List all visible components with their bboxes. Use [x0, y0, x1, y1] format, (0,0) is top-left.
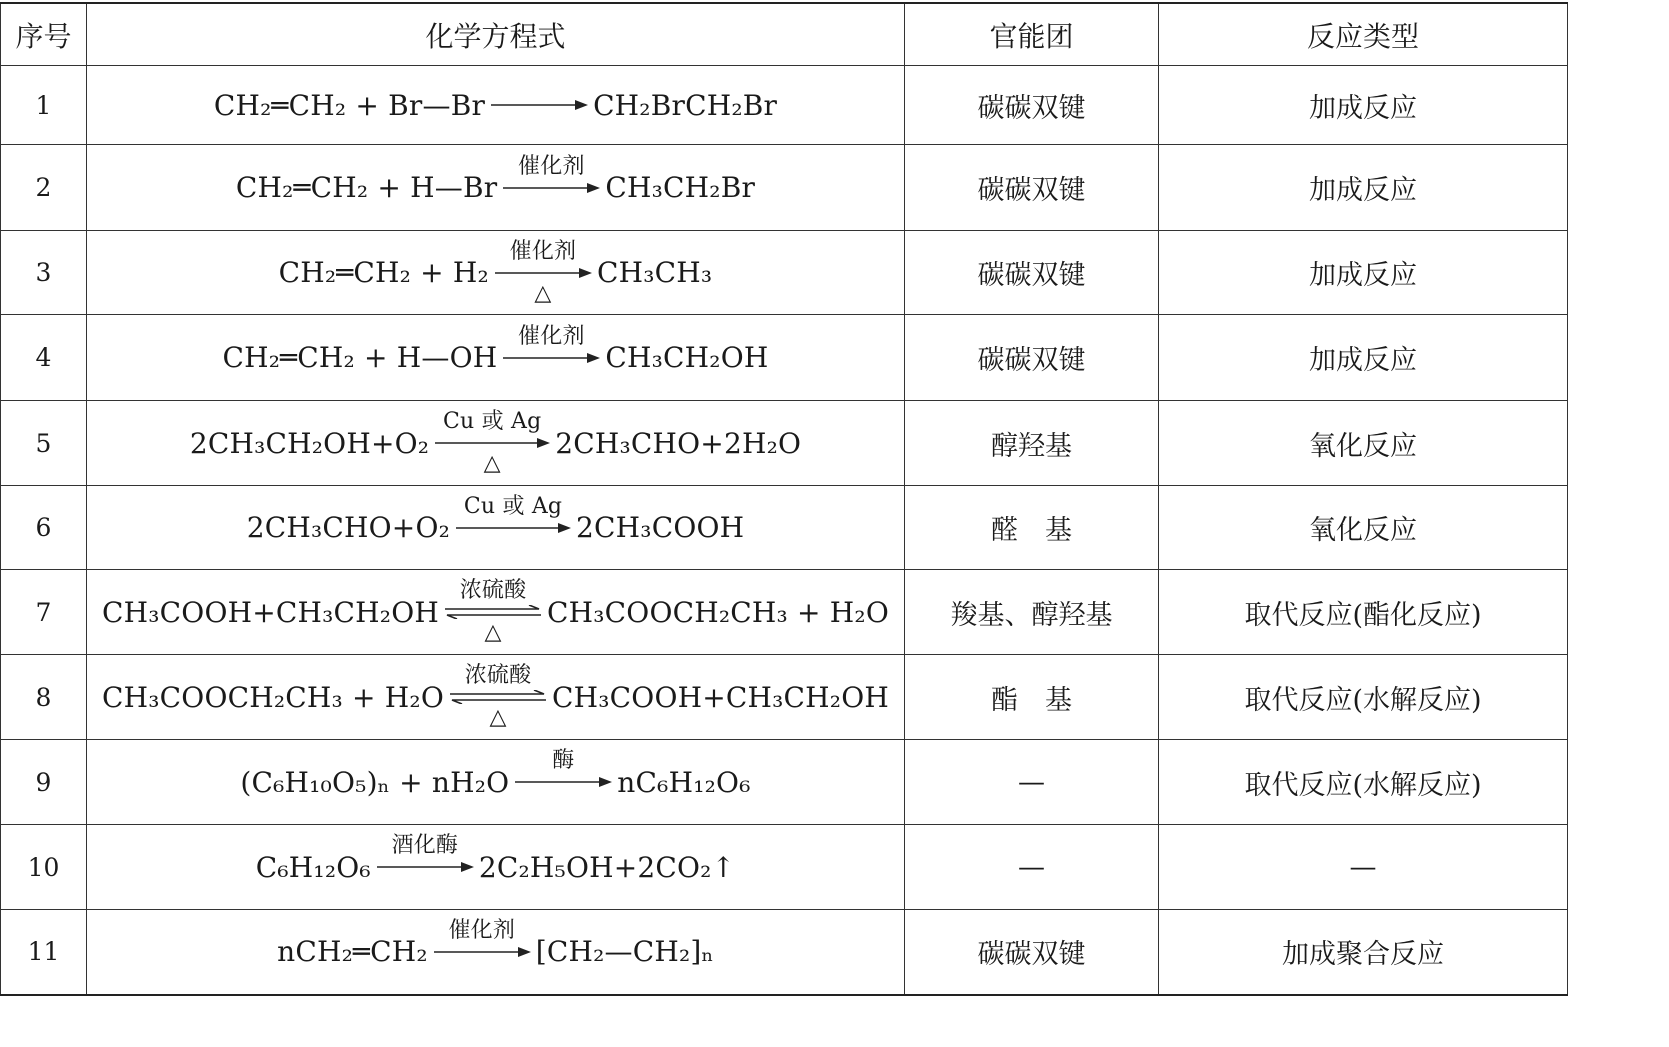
functional-group: 酯 基	[905, 655, 1159, 740]
reactants: CH₂═CH₂ + Br—Br	[213, 88, 486, 122]
table-row	[1, 740, 1568, 825]
reaction-arrow	[433, 404, 551, 482]
condition-above: 酶	[552, 748, 575, 773]
reaction-arrow	[501, 149, 601, 227]
chemical-equation	[102, 658, 889, 736]
condition-below: △	[534, 280, 552, 306]
table-row	[1, 910, 1568, 995]
header-number: 序号	[1, 3, 87, 66]
arrow-icon	[513, 775, 613, 789]
condition-below: △	[484, 620, 502, 645]
reactants: CH₂═CH₂ + H—Br	[235, 171, 498, 204]
row-number: 3	[1, 231, 87, 315]
row-number: 5	[1, 401, 87, 486]
equation-cell	[87, 655, 905, 740]
reaction-type: 加成反应	[1159, 315, 1568, 401]
reversible-arrow	[443, 573, 543, 651]
arrow-icon	[375, 860, 475, 874]
row-number: 10	[1, 825, 87, 910]
arrow-icon	[432, 945, 532, 959]
header-equation: 化学方程式	[87, 3, 905, 66]
row-number: 8	[1, 655, 87, 740]
row-number: 1	[1, 66, 87, 145]
products: 2C₂H₅OH+2CO₂↑	[478, 850, 736, 884]
reaction-type: 取代反应(水解反应)	[1159, 740, 1568, 825]
table-row	[1, 231, 1568, 315]
header-reaction-type: 反应类型	[1159, 3, 1568, 66]
condition-above: Cu 或 Ag	[443, 409, 542, 434]
reactants: CH₃COOCH₂CH₃ + H₂O	[102, 680, 444, 714]
arrow-icon	[433, 436, 551, 450]
functional-group: 碳碳双键	[905, 315, 1159, 401]
arrow-icon	[448, 690, 548, 704]
products: CH₃CH₂OH	[605, 341, 769, 374]
row-number: 6	[1, 486, 87, 570]
reaction-type: 取代反应(酯化反应)	[1159, 570, 1568, 655]
chemical-equation	[190, 404, 801, 482]
equation-cell	[87, 231, 905, 315]
arrow-icon	[454, 521, 572, 535]
condition-above: 浓硫酸	[459, 578, 527, 603]
table-row	[1, 66, 1568, 145]
chemical-equation	[279, 234, 713, 312]
products: CH₂BrCH₂Br	[593, 88, 778, 122]
condition-above: 浓硫酸	[464, 663, 532, 688]
row-number: 11	[1, 910, 87, 995]
reaction-type: 加成反应	[1159, 66, 1568, 145]
functional-group: 醛 基	[905, 486, 1159, 570]
table-row	[1, 315, 1568, 401]
chemical-equation	[223, 319, 769, 397]
arrow-icon	[443, 605, 543, 619]
table-row	[1, 825, 1568, 910]
products: CH₃CH₃	[596, 256, 713, 289]
condition-above: 酒化酶	[391, 833, 459, 858]
reaction-arrow	[375, 828, 475, 906]
row-number: 4	[1, 315, 87, 401]
condition-above: 催化剂	[448, 917, 516, 943]
reactants: (C₆H₁₀O₅)ₙ + nH₂O	[240, 765, 510, 799]
condition-above: 催化剂	[518, 323, 585, 349]
condition-above: 催化剂	[509, 238, 577, 264]
table-row	[1, 655, 1568, 740]
products: 2CH₃CHO+2H₂O	[555, 426, 802, 460]
chemical-equation	[256, 828, 736, 906]
arrow-icon	[493, 266, 593, 280]
table-row	[1, 486, 1568, 570]
reversible-arrow	[448, 658, 548, 736]
reaction-type: 取代反应(水解反应)	[1159, 655, 1568, 740]
products: CH₃COOCH₂CH₃ + H₂O	[547, 595, 889, 629]
functional-group: —	[905, 740, 1159, 825]
reactants: C₆H₁₂O₆	[255, 850, 371, 884]
equation-cell	[87, 740, 905, 825]
table-row	[1, 145, 1568, 231]
reaction-type: —	[1159, 825, 1568, 910]
functional-group: 碳碳双键	[905, 910, 1159, 995]
row-number: 7	[1, 570, 87, 655]
reaction-arrow	[489, 66, 589, 144]
reaction-arrow	[513, 743, 613, 821]
chemical-equation	[277, 913, 714, 991]
functional-group: —	[905, 825, 1159, 910]
products: nC₆H₁₂O₆	[617, 765, 751, 799]
reaction-type: 加成反应	[1159, 231, 1568, 315]
products: CH₃CH₂Br	[605, 171, 756, 204]
chemical-equation	[214, 66, 777, 144]
equation-cell	[87, 66, 905, 145]
equation-cell	[87, 315, 905, 401]
reaction-arrow	[493, 234, 593, 312]
equation-cell	[87, 825, 905, 910]
reaction-type: 氧化反应	[1159, 401, 1568, 486]
reactants: 2CH₃CH₂OH+O₂	[189, 426, 430, 460]
row-number: 2	[1, 145, 87, 231]
products: 2CH₃COOH	[576, 511, 745, 544]
equation-cell	[87, 145, 905, 231]
reaction-arrow	[454, 489, 572, 567]
reactants: CH₂═CH₂ + H₂	[278, 256, 489, 289]
arrow-icon	[501, 351, 601, 365]
reaction-type: 加成聚合反应	[1159, 910, 1568, 995]
chemical-equation	[236, 149, 755, 227]
chemical-equation	[247, 489, 745, 567]
functional-group: 碳碳双键	[905, 66, 1159, 145]
reaction-type: 加成反应	[1159, 145, 1568, 231]
equation-cell	[87, 910, 905, 995]
header-functional-group: 官能团	[905, 3, 1159, 66]
condition-above: Cu 或 Ag	[463, 493, 563, 519]
arrow-icon	[489, 98, 589, 112]
table-row	[1, 401, 1568, 486]
functional-group: 碳碳双键	[905, 145, 1159, 231]
reactants: 2CH₃CHO+O₂	[246, 511, 451, 544]
products: [CH₂—CH₂]ₙ	[535, 935, 714, 969]
functional-group: 碳碳双键	[905, 231, 1159, 315]
table-row	[1, 570, 1568, 655]
reaction-arrow	[432, 913, 532, 991]
chemical-equation	[102, 573, 889, 651]
chemical-equation	[240, 743, 750, 821]
reactants: nCH₂═CH₂	[277, 935, 428, 969]
equation-cell	[87, 570, 905, 655]
arrow-icon	[501, 181, 601, 195]
equation-cell	[87, 486, 905, 570]
reaction-type: 氧化反应	[1159, 486, 1568, 570]
reaction-arrow	[501, 319, 601, 397]
equation-cell	[87, 401, 905, 486]
reaction-table	[0, 2, 1568, 996]
functional-group: 醇羟基	[905, 401, 1159, 486]
condition-below: △	[483, 451, 501, 476]
reactants: CH₃COOH+CH₃CH₂OH	[102, 595, 439, 629]
products: CH₃COOH+CH₃CH₂OH	[552, 680, 889, 714]
condition-below: △	[489, 705, 507, 730]
row-number: 9	[1, 740, 87, 825]
condition-above: 催化剂	[518, 153, 585, 179]
header-row	[1, 3, 1568, 66]
reactants: CH₂═CH₂ + H—OH	[222, 341, 498, 374]
functional-group: 羧基、醇羟基	[905, 570, 1159, 655]
